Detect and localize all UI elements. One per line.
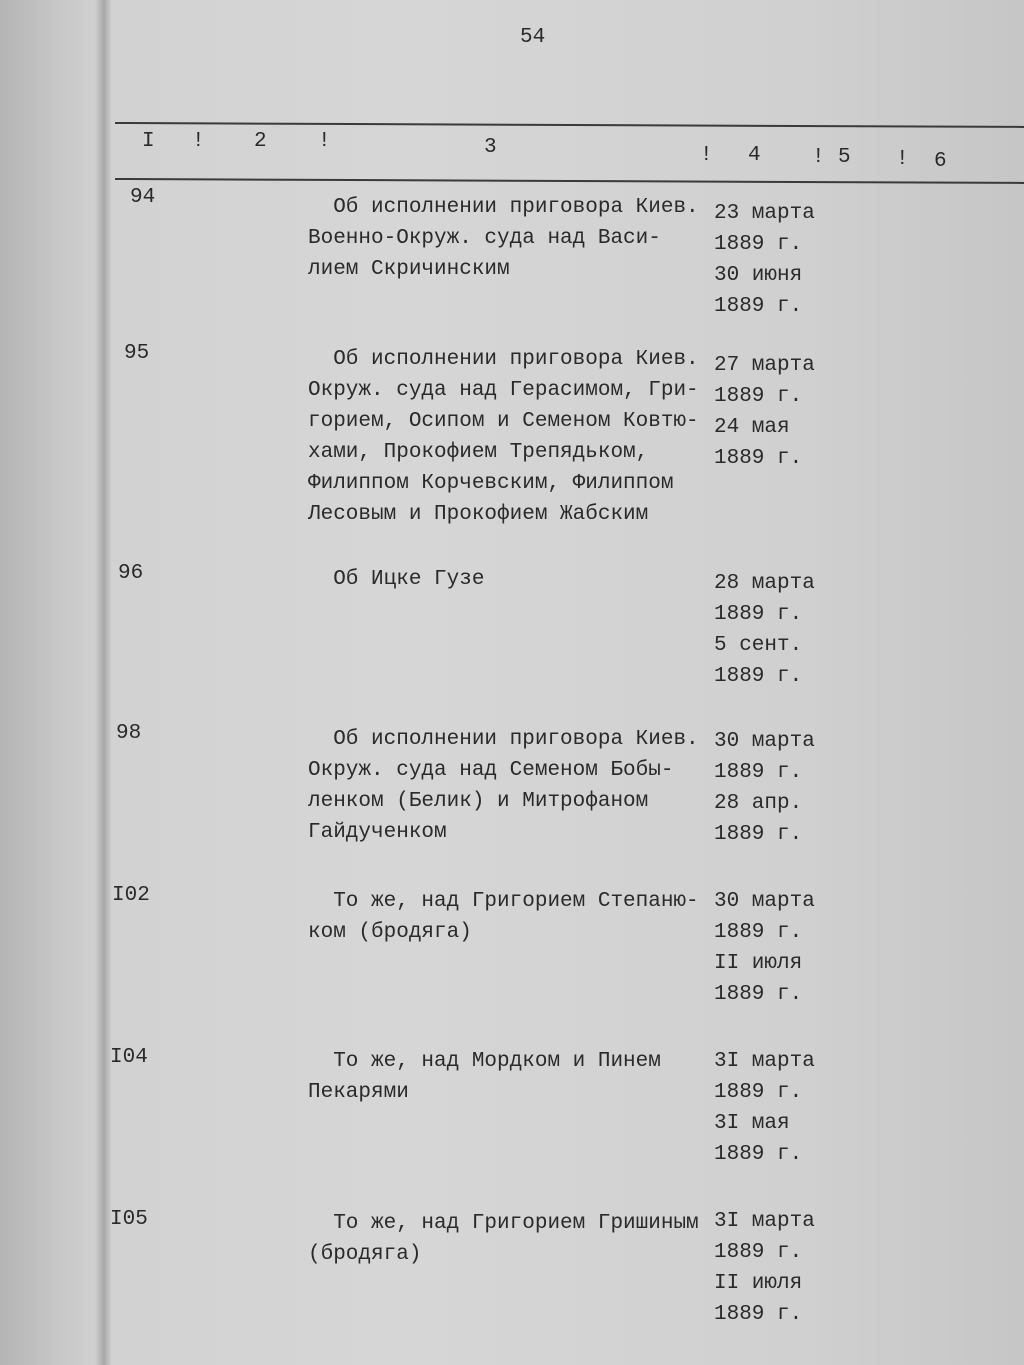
row-number: 94 (130, 186, 156, 209)
date-line: 1889 г. (714, 1241, 803, 1264)
description-line: лием Скричинским (308, 258, 510, 281)
row-number: 95 (124, 342, 150, 365)
row-number: I02 (112, 884, 150, 907)
date-line: 3I марта (714, 1210, 815, 1233)
row-description (308, 886, 718, 948)
description-line: ленком (Белик) и Митрофаном (308, 790, 649, 813)
header-separator: ! (700, 144, 713, 167)
row-description (308, 724, 718, 848)
date-line: 1889 г. (714, 447, 803, 470)
header-top-rule (115, 122, 1024, 128)
header-col-1: I (142, 130, 155, 153)
header-separator: ! (896, 148, 909, 171)
row-number: 98 (116, 722, 142, 745)
row-description (308, 1208, 718, 1270)
date-line: 30 марта (714, 730, 815, 753)
date-line: 1889 г. (714, 385, 803, 408)
row-description (308, 344, 718, 530)
row-description (308, 1046, 718, 1108)
row-description (308, 564, 718, 595)
description-line: Филиппом Корчевским, Филиппом (308, 472, 674, 495)
date-line: 1889 г. (714, 921, 803, 944)
date-line: 30 марта (714, 890, 815, 913)
description-line: Гайдученком (308, 821, 447, 844)
description-line: Лесовым и Прокофием Жабским (308, 503, 649, 526)
description-line: Военно-Окруж. суда над Васи- (308, 227, 661, 250)
description-line: Окруж. суда над Герасимом, Гри- (308, 379, 699, 402)
description-line: То же, над Мордком и Пинем (308, 1050, 661, 1073)
row-number: I05 (110, 1208, 148, 1231)
date-line: 1889 г. (714, 983, 803, 1006)
row-dates (714, 350, 815, 474)
description-line: ком (бродяга) (308, 921, 472, 944)
header-separator: ! (812, 146, 825, 169)
description-line: Об исполнении приговора Киев. (308, 348, 699, 371)
header-col-2: 2 (254, 130, 267, 153)
header-col-6: 6 (934, 150, 947, 173)
date-line: 1889 г. (714, 233, 803, 256)
description-line: То же, над Григорием Гришиным (308, 1212, 699, 1235)
header-col-4: 4 (748, 144, 761, 167)
row-dates (714, 198, 815, 322)
date-line: 1889 г. (714, 1303, 803, 1326)
date-line: II июля (714, 952, 803, 975)
date-line: 1889 г. (714, 665, 803, 688)
description-line: Об исполнении приговора Киев. (308, 728, 699, 751)
date-line: 1889 г. (714, 1081, 803, 1104)
date-line: 1889 г. (714, 1143, 803, 1166)
description-line: Об Ицке Гузе (308, 568, 485, 591)
header-col-5: 5 (838, 146, 851, 169)
date-line: 3I марта (714, 1050, 815, 1073)
header-col-3: 3 (484, 136, 497, 159)
description-line: Об исполнении приговора Киев. (308, 196, 699, 219)
row-dates (714, 726, 815, 850)
header-bottom-rule (115, 178, 1024, 184)
description-line: То же, над Григорием Степаню- (308, 890, 699, 913)
date-line: 23 марта (714, 202, 815, 225)
page-number: 54 (520, 26, 546, 49)
date-line: 28 марта (714, 572, 815, 595)
date-line: 28 апр. (714, 792, 803, 815)
row-dates (714, 1046, 815, 1170)
date-line: 1889 г. (714, 603, 803, 626)
row-dates (714, 1206, 815, 1330)
header-separator: ! (192, 130, 205, 153)
date-line: II июля (714, 1272, 803, 1295)
date-line: 1889 г. (714, 295, 803, 318)
row-number: 96 (118, 562, 144, 585)
description-line: Окруж. суда над Семеном Бобы- (308, 759, 674, 782)
date-line: 3I мая (714, 1112, 790, 1135)
description-line: (бродяга) (308, 1243, 422, 1266)
row-dates (714, 568, 815, 692)
header-separator: ! (318, 130, 331, 153)
date-line: 1889 г. (714, 823, 803, 846)
row-description (308, 192, 718, 285)
row-dates (714, 886, 815, 1010)
description-line: горием, Осипом и Семеном Ковтю- (308, 410, 699, 433)
date-line: 27 марта (714, 354, 815, 377)
date-line: 1889 г. (714, 761, 803, 784)
description-line: хами, Прокофием Трепядьком, (308, 441, 649, 464)
date-line: 5 сент. (714, 634, 803, 657)
date-line: 24 мая (714, 416, 790, 439)
description-line: Пекарями (308, 1081, 409, 1104)
date-line: 30 июня (714, 264, 803, 287)
row-number: I04 (110, 1046, 148, 1069)
